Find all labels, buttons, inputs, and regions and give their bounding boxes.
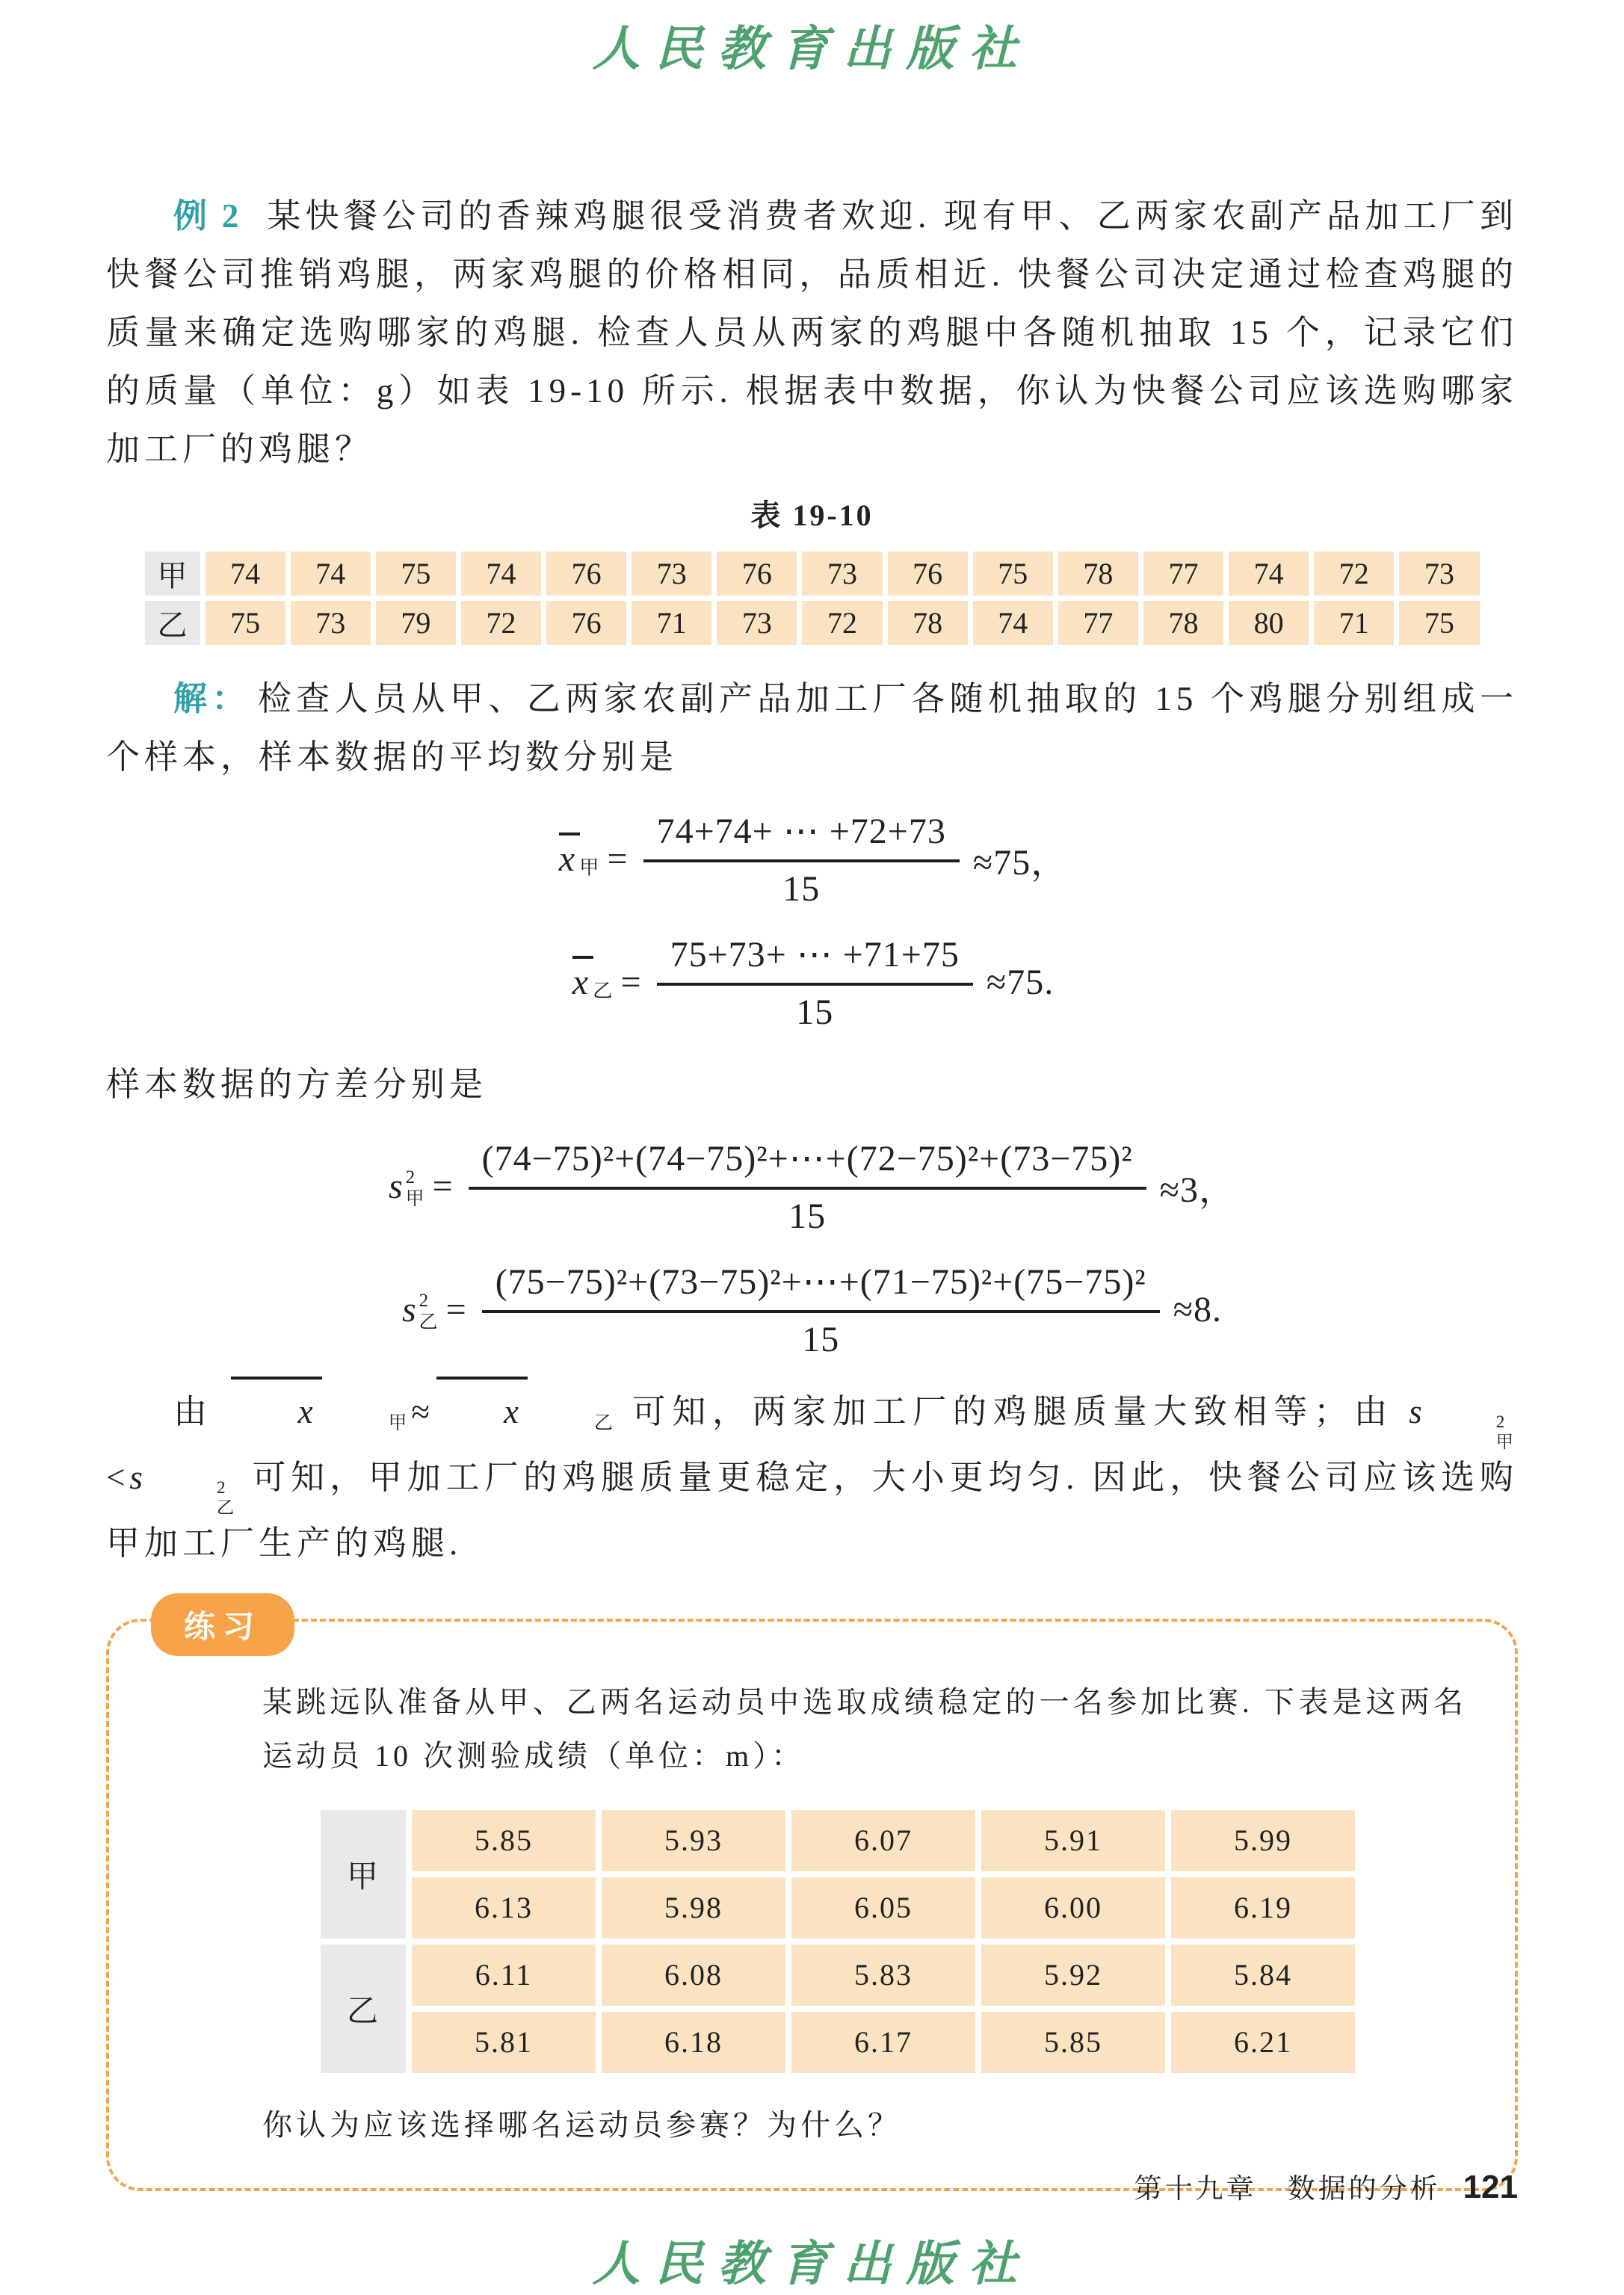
sup-sub-stack — [406, 1167, 425, 1210]
fraction — [482, 1259, 1160, 1360]
subscript-yi: 乙 — [593, 978, 614, 1001]
table-cell: 74 — [1229, 552, 1309, 596]
example-intro-paragraph — [106, 187, 1518, 478]
table-cell: 5.93 — [602, 1810, 785, 1871]
table-cell: 6.08 — [602, 1945, 785, 2006]
variance-formula-yi — [106, 1259, 1518, 1360]
table-cell: 72 — [1314, 552, 1394, 596]
inline-math-s2-yi — [129, 1458, 239, 1518]
table-cell: 6.00 — [981, 1877, 1165, 1939]
conclusion-text: 可知，甲加工厂的鸡腿质量更稳定，大小更均匀. 因此，快餐公司应该选购甲加工厂生产的鸡腿. — [106, 1458, 1518, 1562]
mean-formula-yi — [106, 932, 1518, 1033]
subscript-jia: 甲 — [388, 1412, 412, 1433]
equals-sign: = — [620, 963, 642, 1002]
fraction — [469, 1136, 1146, 1237]
page-content — [0, 187, 1624, 2191]
denominator: 15 — [788, 1196, 827, 1236]
table-cell: 5.99 — [1171, 1810, 1355, 1871]
solution-section — [106, 670, 1518, 786]
s-symbol: s — [129, 1458, 147, 1496]
practice-question: 你认为应该选择哪名运动员参赛？为什么？ — [262, 2107, 901, 2142]
x-bar-symbol: x — [570, 962, 591, 1003]
table-cell: 73 — [1399, 552, 1479, 596]
table-cell: 5.91 — [981, 1810, 1165, 1871]
variance-intro: 样本数据的方差分别是 — [106, 1066, 488, 1103]
x-bar-symbol: x — [229, 1383, 320, 1441]
table-cell: 78 — [1143, 601, 1223, 645]
table-cell: 6.07 — [791, 1810, 975, 1871]
row-header-jia: 甲 — [321, 1810, 406, 1939]
result-value: ≈8. — [1173, 1290, 1223, 1329]
variance-symbol-yi — [402, 1288, 439, 1331]
inline-math-xbar-yi — [434, 1393, 617, 1433]
numerator: 74+74+ ⋯ +72+73 — [643, 809, 960, 862]
variance-formula-jia — [106, 1136, 1518, 1237]
table-cell: 73 — [717, 601, 797, 645]
table-cell: 74 — [973, 601, 1053, 645]
practice-table — [315, 1804, 1361, 2079]
result-value: ≈75. — [986, 963, 1055, 1002]
fraction — [643, 809, 960, 909]
conclusion-text: ≈ — [411, 1393, 435, 1430]
table-cell: 76 — [717, 552, 797, 596]
table-cell: 77 — [1143, 552, 1223, 596]
numerator: (74−75)²+(74−75)²+⋯+(72−75)²+(73−75)² — [469, 1136, 1146, 1190]
table-cell: 75 — [973, 552, 1053, 596]
table-cell: 76 — [888, 552, 968, 596]
row-header-yi: 乙 — [321, 1945, 406, 2073]
equals-sign: = — [607, 839, 629, 879]
mean-formula-jia — [106, 809, 1518, 909]
table-row-jia — [145, 552, 1480, 596]
subscript-jia: 甲 — [579, 855, 600, 878]
subscript-yi: 乙 — [419, 1312, 439, 1332]
table-cell: 6.05 — [791, 1877, 975, 1939]
table-cell: 75 — [376, 552, 456, 596]
inline-math-xbar-jia — [229, 1393, 412, 1433]
table-cell: 5.92 — [981, 1945, 1165, 2006]
solution-label: 解： — [173, 680, 250, 717]
table-cell: 74 — [461, 552, 541, 596]
sup-sub-stack — [149, 1478, 238, 1519]
practice-box — [106, 1608, 1518, 2191]
table-cell: 5.85 — [412, 1810, 596, 1871]
example-label: 例 2 — [173, 197, 242, 235]
table-cell: 5.84 — [1171, 1945, 1355, 2006]
superscript: 2 — [405, 1167, 416, 1187]
conclusion-text: 由 — [173, 1393, 229, 1430]
table-cell: 6.13 — [412, 1877, 596, 1939]
example-intro-text: 某快餐公司的香辣鸡腿很受消费者欢迎. 现有甲、乙两家农副产品加工厂到快餐公司推销鸡腿，两家鸡腿的价格相同，品质相近. 快餐公司决定通过检查鸡腿的质量来确定选购哪家的鸡腿. 检查人员从两家的鸡腿中各随机抽取 15 个，记录它们的质量（单位：g）如表 19-10 所示. 根据表中数据，你认为快餐公司应该选购哪家加工厂的鸡腿？ — [106, 197, 1518, 468]
table-cell: 72 — [461, 601, 541, 645]
table-row — [321, 2012, 1355, 2073]
inline-math-s2-jia — [1409, 1393, 1518, 1452]
table-cell: 5.85 — [981, 2012, 1165, 2073]
equals-sign: = — [432, 1167, 454, 1206]
conclusion-text: < — [106, 1458, 130, 1496]
table-cell: 76 — [546, 601, 626, 645]
table-cell: 6.17 — [791, 2012, 975, 2073]
table-cell: 78 — [888, 601, 968, 645]
subscript-jia: 甲 — [405, 1188, 425, 1209]
denominator: 15 — [796, 992, 834, 1032]
row-header: 乙 — [145, 601, 200, 645]
table-cell: 71 — [1314, 601, 1394, 645]
table-cell: 80 — [1229, 601, 1309, 645]
denominator: 15 — [802, 1320, 840, 1359]
table-cell: 79 — [376, 601, 456, 645]
table-row — [321, 1877, 1355, 1939]
table-cell: 6.21 — [1171, 2012, 1355, 2073]
table-row — [321, 1810, 1355, 1871]
table-cell: 73 — [802, 552, 882, 596]
page-number: 121 — [1463, 2169, 1518, 2205]
solution-text: 检查人员从甲、乙两家农副产品加工厂各随机抽取的 15 个鸡腿分别组成一个样本，样本数据的平均数分别是 — [106, 680, 1518, 776]
numerator: 75+73+ ⋯ +71+75 — [657, 932, 973, 986]
table-row-yi — [145, 601, 1480, 645]
fraction — [657, 932, 973, 1033]
table-cell: 72 — [802, 601, 882, 645]
table-cell: 75 — [1399, 601, 1479, 645]
table-cell: 73 — [632, 552, 711, 596]
publisher-watermark-top: 人民教育出版社 — [592, 21, 1032, 77]
s-symbol: s — [1409, 1393, 1427, 1430]
table-cell: 73 — [291, 601, 371, 645]
variance-symbol-jia — [389, 1165, 425, 1208]
table-cell: 78 — [1058, 552, 1138, 596]
chapter-title: 第十九章 数据的分析 — [1134, 2174, 1441, 2205]
conclusion-text: 可知，两家加工厂的鸡腿质量大致相等；由 — [617, 1393, 1410, 1430]
table-cell: 6.19 — [1171, 1877, 1355, 1939]
conclusion-paragraph — [106, 1383, 1518, 1572]
mean-symbol-yi — [570, 962, 614, 1003]
sup-sub-stack — [1429, 1412, 1518, 1453]
table-row — [321, 1945, 1355, 2006]
table-19-10 — [140, 546, 1485, 650]
table-cell: 71 — [632, 601, 711, 645]
result-value: ≈75， — [972, 843, 1068, 883]
mean-symbol-jia — [557, 838, 600, 880]
row-header: 甲 — [145, 552, 200, 596]
variance-formulas-block — [106, 1136, 1518, 1360]
table-cell: 6.11 — [412, 1945, 596, 2006]
superscript: 2 — [216, 1477, 230, 1498]
subscript-jia: 甲 — [1495, 1432, 1518, 1452]
x-bar-symbol: x — [557, 838, 578, 880]
equals-sign: = — [445, 1290, 467, 1329]
subscript-yi: 乙 — [594, 1412, 617, 1433]
s-symbol: s — [401, 1290, 417, 1329]
page-footer — [1134, 2166, 1518, 2206]
table-cell: 75 — [206, 601, 285, 645]
s-symbol: s — [388, 1167, 404, 1206]
publisher-watermark-bottom: 人民教育出版社 — [592, 2236, 1032, 2292]
subscript-yi: 乙 — [216, 1498, 239, 1518]
table-cell: 5.81 — [412, 2012, 596, 2073]
mean-formulas-block — [106, 809, 1518, 1033]
numerator: (75−75)²+(73−75)²+⋯+(71−75)²+(75−75)² — [482, 1259, 1160, 1313]
solution-paragraph — [106, 670, 1518, 786]
table-cell: 76 — [546, 552, 626, 596]
table-cell: 74 — [206, 552, 285, 596]
superscript: 2 — [419, 1290, 430, 1311]
table-cell: 77 — [1058, 601, 1138, 645]
table-cell: 5.98 — [602, 1877, 785, 1939]
x-bar-symbol: x — [434, 1383, 525, 1441]
table-cell: 5.83 — [791, 1945, 975, 2006]
result-value: ≈3， — [1159, 1170, 1236, 1210]
sup-sub-stack — [419, 1291, 439, 1333]
practice-intro: 某跳远队准备从甲、乙两名运动员中选取成绩稳定的一名参加比赛. 下表是这两名运动员 10 次测验成绩（单位：m）： — [262, 1684, 1467, 1773]
table-cell: 74 — [291, 552, 371, 596]
superscript: 2 — [1495, 1412, 1510, 1432]
table-caption: 表 19-10 — [750, 498, 874, 532]
denominator: 15 — [782, 869, 821, 909]
table-cell: 6.18 — [602, 2012, 785, 2073]
practice-badge: 练习 — [151, 1593, 294, 1656]
